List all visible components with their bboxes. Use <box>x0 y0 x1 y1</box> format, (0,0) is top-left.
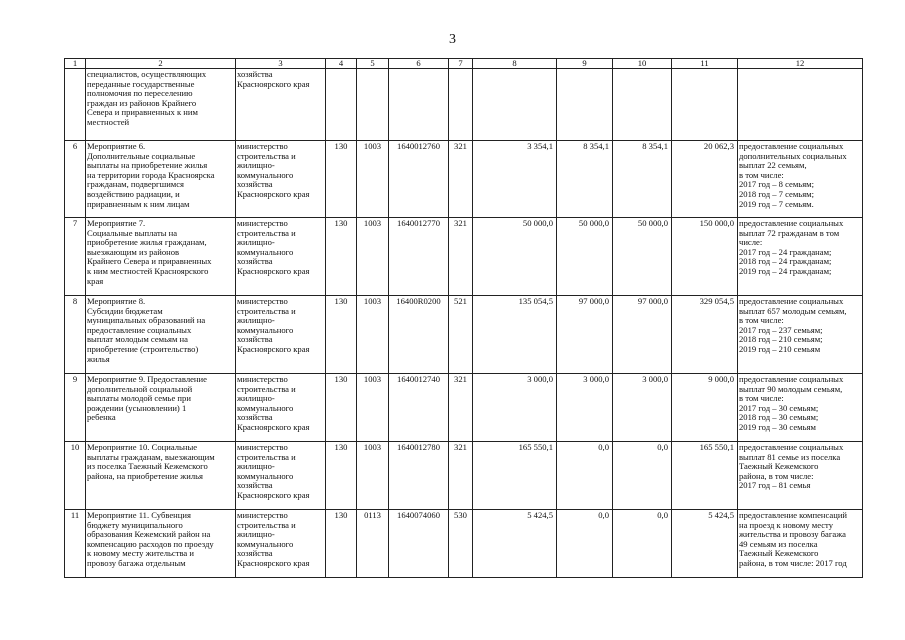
program-activities-table <box>64 58 863 578</box>
table-row <box>65 442 863 510</box>
expected-result: предоставление компенсаций на проезд к новому месту жительства и провозу багажа 49 семьям из поселка Таежный Кежемского района, в том числе: 2017 год <box>738 510 863 578</box>
amount-2018 <box>557 69 613 141</box>
amount-total: 9 000,0 <box>672 374 738 442</box>
expected-result <box>738 69 863 141</box>
executor-cell: министерство строительства и жилищно- коммунального хозяйства Красноярского края <box>236 296 326 374</box>
amount-2019: 0,0 <box>613 442 672 510</box>
table-row <box>65 296 863 374</box>
amount-2018: 0,0 <box>557 510 613 578</box>
section-code: 1003 <box>357 296 389 374</box>
amount-2017: 5 424,5 <box>473 510 557 578</box>
column-number-row <box>65 59 863 69</box>
expense-type-code: 321 <box>449 141 473 218</box>
expense-type-code: 521 <box>449 296 473 374</box>
amount-2017: 3 000,0 <box>473 374 557 442</box>
amount-2018: 0,0 <box>557 442 613 510</box>
section-code: 1003 <box>357 374 389 442</box>
expense-type-code: 321 <box>449 374 473 442</box>
amount-total: 165 550,1 <box>672 442 738 510</box>
column-number: 1 <box>65 59 86 69</box>
executor-cell: министерство строительства и жилищно- коммунального хозяйства Красноярского края <box>236 374 326 442</box>
expense-type-code: 321 <box>449 218 473 296</box>
amount-total <box>672 69 738 141</box>
target-article-code: 1640012760 <box>389 141 449 218</box>
executor-cell: министерство строительства и жилищно- коммунального хозяйства Красноярского края <box>236 442 326 510</box>
amount-2019: 8 354,1 <box>613 141 672 218</box>
amount-2019: 0,0 <box>613 510 672 578</box>
executor-cell: министерство строительства и жилищно- коммунального хозяйства Красноярского края <box>236 141 326 218</box>
column-number: 2 <box>86 59 236 69</box>
target-article-code: 1640012780 <box>389 442 449 510</box>
column-number: 8 <box>473 59 557 69</box>
amount-2019: 50 000,0 <box>613 218 672 296</box>
row-number: 11 <box>65 510 86 578</box>
amount-2017: 3 354,1 <box>473 141 557 218</box>
activity-name: Мероприятие 10. Социальные выплаты гражданам, выезжающим из поселка Таежный Кежемского района, на приобретение жилья <box>86 442 236 510</box>
row-number: 7 <box>65 218 86 296</box>
column-number: 3 <box>236 59 326 69</box>
table-row <box>65 374 863 442</box>
amount-2017 <box>473 69 557 141</box>
grbs-code: 130 <box>326 218 357 296</box>
column-number: 12 <box>738 59 863 69</box>
expected-result: предоставление социальных выплат 81 семье из поселка Таежный Кежемского района, в том числе: 2017 год – 81 семья <box>738 442 863 510</box>
row-number: 6 <box>65 141 86 218</box>
amount-total: 5 424,5 <box>672 510 738 578</box>
table-row <box>65 141 863 218</box>
target-article-code <box>389 69 449 141</box>
row-number: 8 <box>65 296 86 374</box>
section-code <box>357 69 389 141</box>
activity-name: Мероприятие 8. Субсидии бюджетам муниципальных образований на предоставление социальных выплат молодым семьям на приобретение (строительство) жилья <box>86 296 236 374</box>
table-row <box>65 218 863 296</box>
page-number: 3 <box>449 32 456 47</box>
section-code: 1003 <box>357 218 389 296</box>
row-number <box>65 69 86 141</box>
activity-name: Мероприятие 7. Социальные выплаты на приобретение жилья гражданам, выезжающим из районов Крайнего Севера и приравненных к ним местностей Красноярского края <box>86 218 236 296</box>
section-code: 0113 <box>357 510 389 578</box>
column-number: 11 <box>672 59 738 69</box>
section-code: 1003 <box>357 141 389 218</box>
target-article-code: 1640012770 <box>389 218 449 296</box>
activity-name: Мероприятие 6. Дополнительные социальные выплаты на приобретение жилья на территории города Красноярска гражданам, подвергшимся воздействию радиации, и приравненным к ним лицам <box>86 141 236 218</box>
amount-2019: 3 000,0 <box>613 374 672 442</box>
amount-2018: 8 354,1 <box>557 141 613 218</box>
expected-result: предоставление социальных выплат 72 гражданам в том числе: 2017 год – 24 гражданам; 2018 год – 24 гражданам; 2019 год – 24 гражданам; <box>738 218 863 296</box>
table-row <box>65 510 863 578</box>
column-number: 4 <box>326 59 357 69</box>
activity-name: Мероприятие 11. Субвенция бюджету муниципального образования Кежемский район на компенсацию расходов по проезду к новому месту жительства и провозу багажа отдельным <box>86 510 236 578</box>
column-number: 7 <box>449 59 473 69</box>
amount-2018: 3 000,0 <box>557 374 613 442</box>
activity-name: Мероприятие 9. Предоставление дополнительной социальной выплаты молодой семье при рождении (усыновлении) 1 ребенка <box>86 374 236 442</box>
grbs-code: 130 <box>326 442 357 510</box>
column-number: 10 <box>613 59 672 69</box>
column-number: 5 <box>357 59 389 69</box>
amount-total: 150 000,0 <box>672 218 738 296</box>
expected-result: предоставление социальных выплат 90 молодым семьям, в том числе: 2017 год – 30 семьям; 2018 год – 30 семьям; 2019 год – 30 семьям <box>738 374 863 442</box>
grbs-code: 130 <box>326 296 357 374</box>
amount-2018: 50 000,0 <box>557 218 613 296</box>
expected-result: предоставление социальных дополнительных социальных выплат 22 семьям, в том числе: 2017 год – 8 семьям; 2018 год – 7 семьям; 2019 год – 7 семьям. <box>738 141 863 218</box>
amount-2017: 50 000,0 <box>473 218 557 296</box>
grbs-code: 130 <box>326 510 357 578</box>
expense-type-code <box>449 69 473 141</box>
amount-2017: 135 054,5 <box>473 296 557 374</box>
amount-2017: 165 550,1 <box>473 442 557 510</box>
expected-result: предоставление социальных выплат 657 молодым семьям, в том числе: 2017 год – 237 семьям; 2018 год – 210 семьям; 2019 год – 210 семьям <box>738 296 863 374</box>
amount-2018: 97 000,0 <box>557 296 613 374</box>
column-number: 9 <box>557 59 613 69</box>
target-article-code: 1640074060 <box>389 510 449 578</box>
amount-2019 <box>613 69 672 141</box>
executor-cell: хозяйства Красноярского края <box>236 69 326 141</box>
executor-cell: министерство строительства и жилищно- коммунального хозяйства Красноярского края <box>236 510 326 578</box>
grbs-code: 130 <box>326 374 357 442</box>
amount-2019: 97 000,0 <box>613 296 672 374</box>
expense-type-code: 321 <box>449 442 473 510</box>
section-code: 1003 <box>357 442 389 510</box>
executor-cell: министерство строительства и жилищно- коммунального хозяйства Красноярского края <box>236 218 326 296</box>
column-number: 6 <box>389 59 449 69</box>
table-row <box>65 69 863 141</box>
grbs-code <box>326 69 357 141</box>
grbs-code: 130 <box>326 141 357 218</box>
amount-total: 329 054,5 <box>672 296 738 374</box>
row-number: 9 <box>65 374 86 442</box>
activity-name: специалистов, осуществляющих переданные государственные полномочия по переселению граждан из районов Крайнего Севера и приравненных к ним местностей <box>86 69 236 141</box>
amount-total: 20 062,3 <box>672 141 738 218</box>
target-article-code: 16400R0200 <box>389 296 449 374</box>
row-number: 10 <box>65 442 86 510</box>
expense-type-code: 530 <box>449 510 473 578</box>
target-article-code: 1640012740 <box>389 374 449 442</box>
